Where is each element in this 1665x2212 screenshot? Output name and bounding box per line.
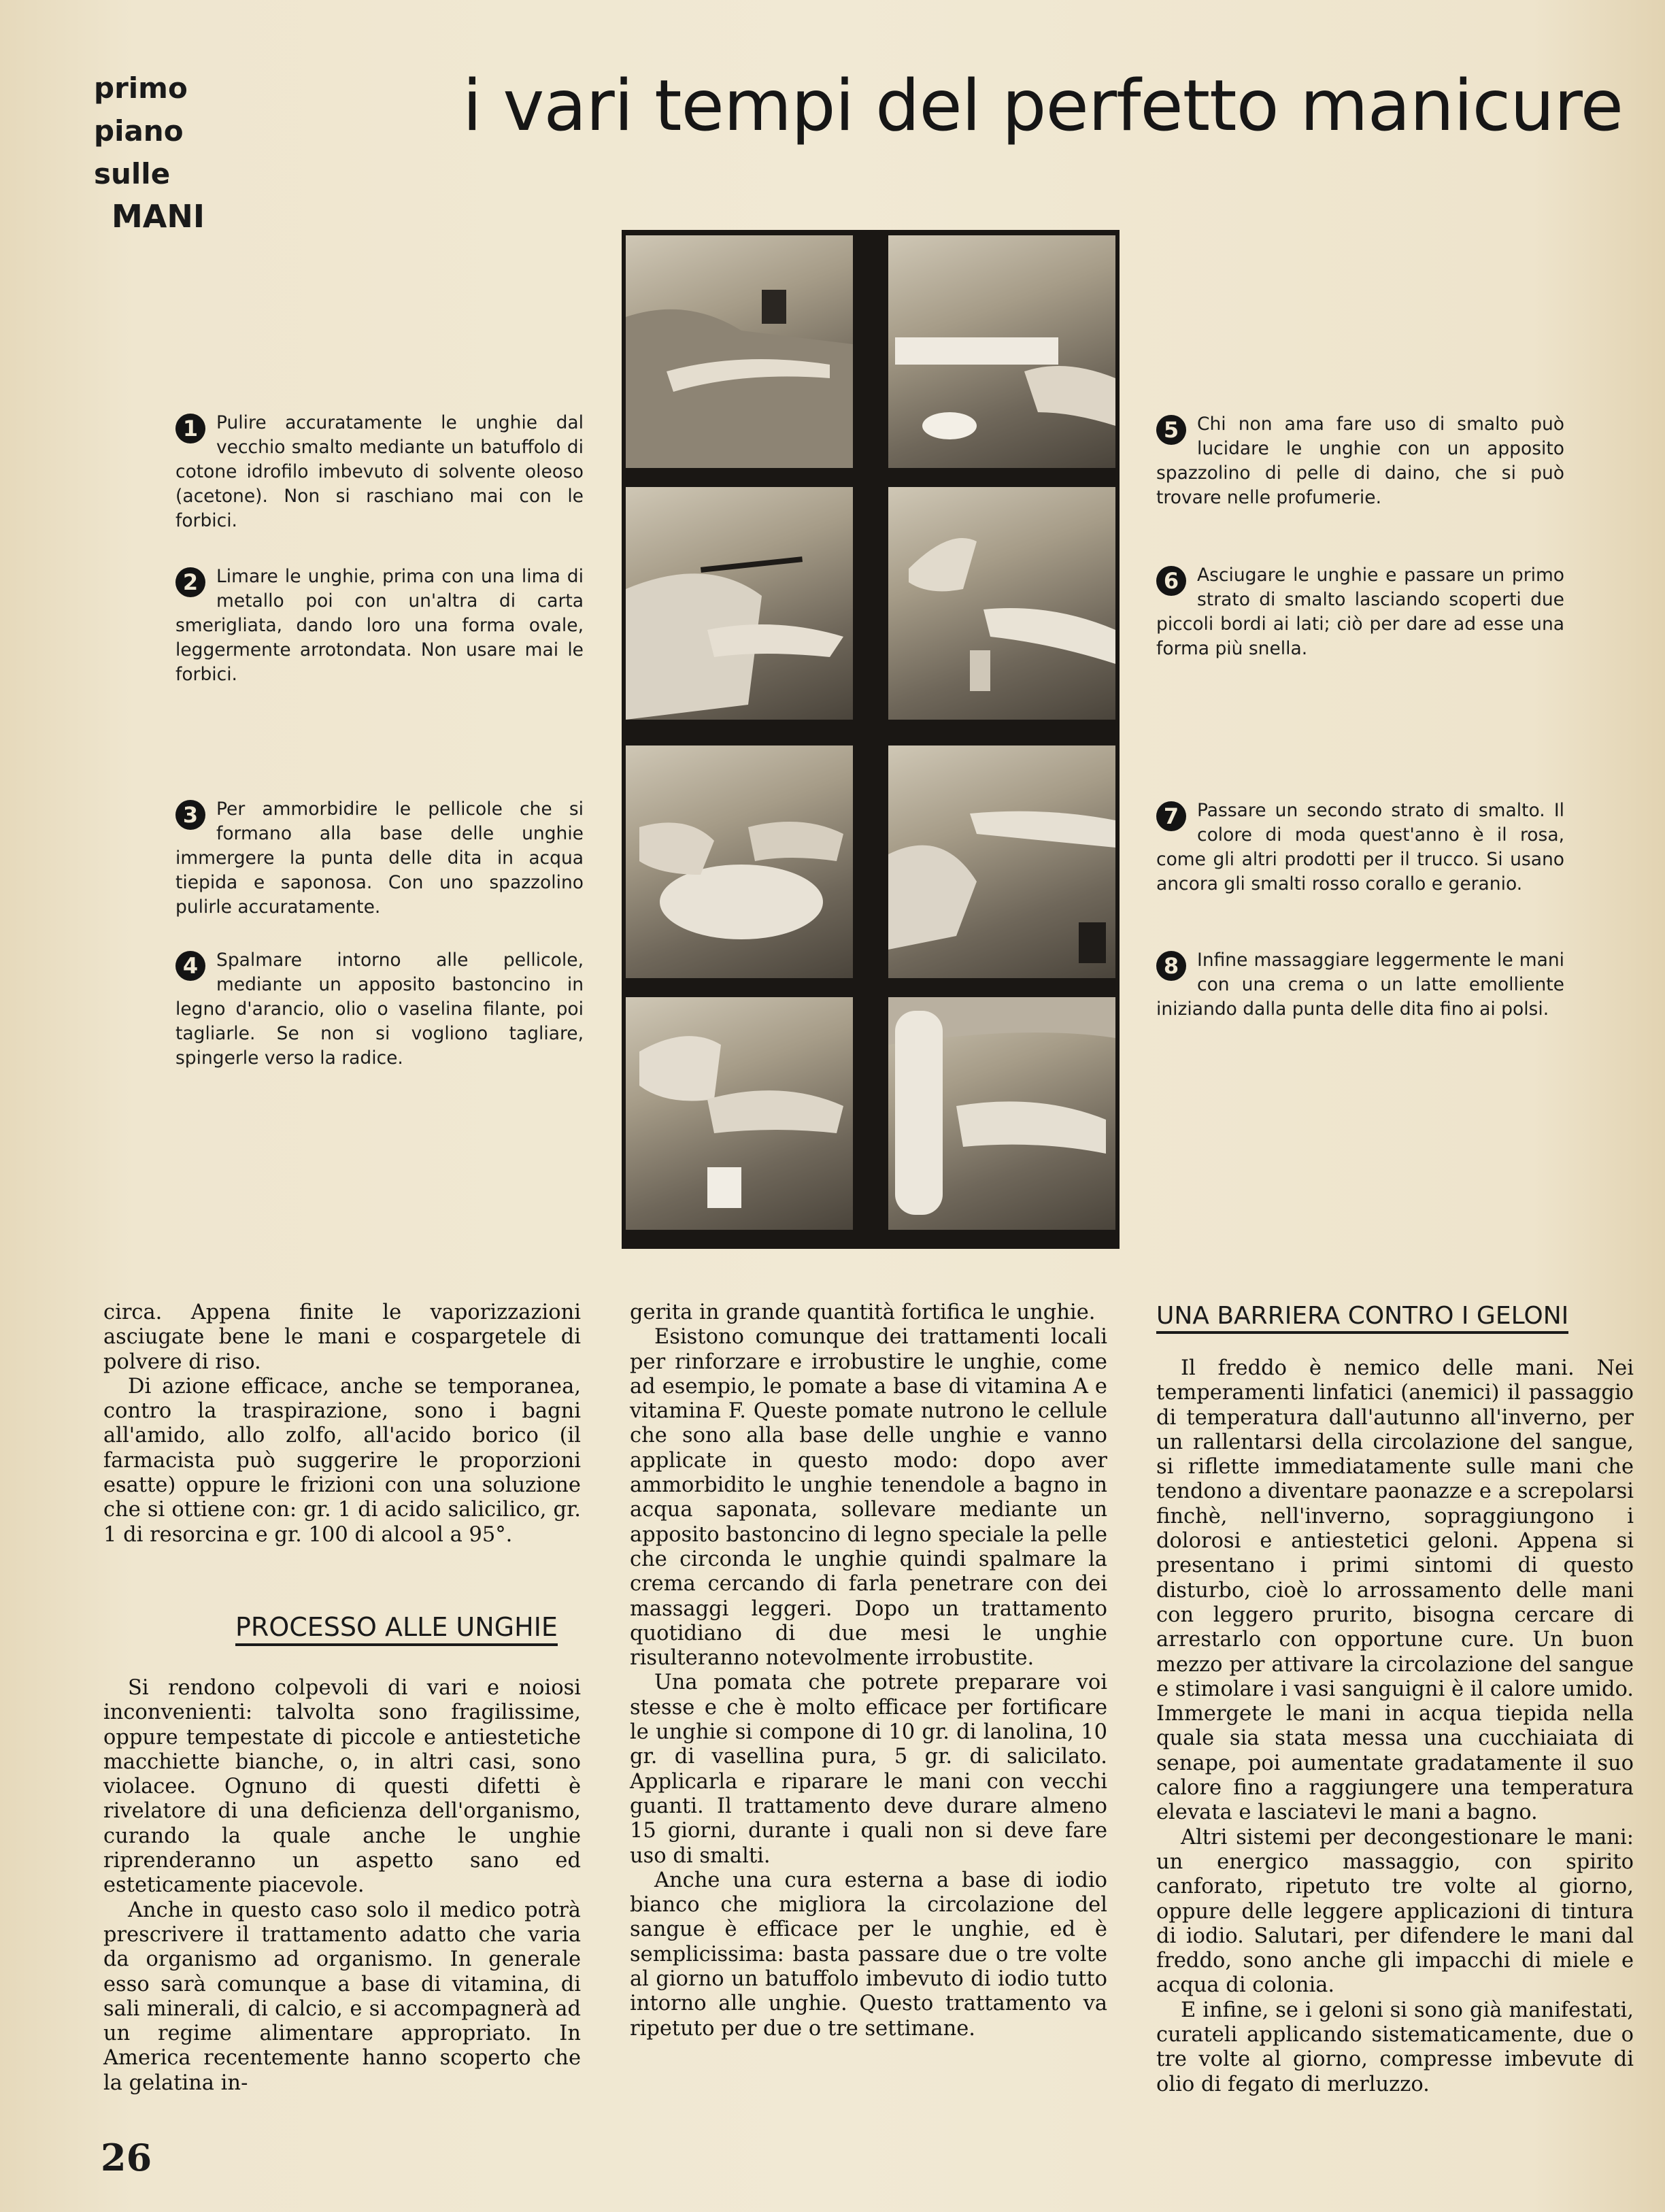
step-2 <box>175 565 584 687</box>
photo-step-2 <box>626 487 853 720</box>
step-4 <box>175 948 584 1071</box>
photo-step-1 <box>626 235 853 468</box>
photo-step-7 <box>888 745 1115 978</box>
photo-step-8 <box>888 997 1115 1230</box>
photo-step-3 <box>626 745 853 978</box>
section-kicker <box>94 67 205 238</box>
step-1 <box>175 411 584 533</box>
step-number-badge: 1 <box>175 414 205 443</box>
step-number-badge: 6 <box>1156 566 1186 596</box>
section-heading-geloni: UNA BARRIERA CONTRO I GELONI <box>1156 1302 1568 1334</box>
paragraph: circa. Appena finite le vaporizzazioni asciugate bene le mani e cospargetele di polvere di riso. <box>103 1301 581 1374</box>
step-number-badge: 3 <box>175 800 205 830</box>
photo-step-5 <box>888 235 1115 468</box>
paragraph: Il freddo è nemico delle mani. Nei temperamenti linfatici (anemici) il passaggio di temperatura dall'autunno all'inverno, per un rallentarsi della circolazione del sangue, si riflette immediatamente sulle mani che tendono a diventare paonazze e a screpolarsi finchè, nell'inverno, sopraggiungono i dolorosi e antiestetici geloni. Appena si presentano i primi sintomi di questo disturbo, cioè lo arrossamento delle mani con leggero prurito, bisogna cercare di arrestarlo con opportune cure. Un buon mezzo per attivare la circolazione del sangue e stimolare i vasi sanguigni è il calore umido. Immergete le mani in acqua tiepida nella quale sia stata messa una cucchiaiata di senape, poi aumentate gradatamente il suo calore fino a raggiungere una temperatura elevata e lasciatevi le mani a bagno. <box>1156 1356 1634 1825</box>
page-number: 26 <box>101 2136 152 2179</box>
step-text: Passare un secondo strato di smalto. Il colore di moda quest'anno è il rosa, come gli altri prodotti per il trucco. Si usano ancora gli smalti rosso corallo e geranio. <box>1156 800 1564 894</box>
paragraph: Si rendono colpevoli di vari e noiosi inconvenienti: talvolta sono fragilissime, oppure tempestate di piccole e antiestetiche macchiette bianche, o, in altri casi, sono violacee. Ognuno di questi difetti è rivelatore di una deficienza dell'organismo, curando la quale anche le unghie riprenderanno un aspetto sano ed esteticamente piacevole. <box>103 1676 581 1898</box>
step-5 <box>1156 412 1564 510</box>
paragraph: Altri sistemi per decongestionare le mani: un energico massaggio, con spirito canforato, ripetuto tre volte al giorno, oppure delle leggere applicazioni di tintura di iodio. Salutari, per difendere le mani dal freddo, sono anche gli impacchi di miele e acqua di colonia. <box>1156 1825 1634 1998</box>
step-text: Infine massaggiare leggermente le mani con una crema o un latte emolliente iniziando dalla punta delle dita fino ai polsi. <box>1156 950 1564 1020</box>
step-text: Pulire accuratamente le unghie dal vecchio smalto mediante un batuffolo di cotone idrofilo imbevuto di solvente oleoso (acetone). Non si raschiano mai con le forbici. <box>175 412 584 531</box>
step-3 <box>175 797 584 920</box>
paragraph: Esistono comunque dei trattamenti locali per rinforzare e irrobustire le unghie, come ad esempio, le pomate a base di vitamina A e vitamina F. Queste pomate nutrono le cellule che sono alla base delle unghie e vanno applicate in questo modo: dopo aver ammorbidito le unghie tenendole a bagno in acqua saponata, sollevare mediante un apposito bastoncino di legno speciale la pelle che circonda le unghie quindi spalmare la crema cercando di farla penetrare con dei massaggi leggeri. Dopo un trattamento quotidiano di due mesi le unghie risulteranno notevolmente irrobustite. <box>630 1325 1107 1671</box>
photo-step-6 <box>888 487 1115 720</box>
manicure-photo-grid <box>622 230 1120 1249</box>
article-column-1 <box>103 1301 581 1547</box>
step-text: Spalmare intorno alle pellicole, mediante un apposito bastoncino in legno d'arancio, olio o vaselina filante, poi tagliarle. Se non si vogliono tagliare, spingerle verso la radice. <box>175 950 584 1069</box>
step-number-badge: 7 <box>1156 801 1186 831</box>
paragraph: Anche in questo caso solo il medico potrà prescrivere il trattamento adatto che varia da organismo ad organismo. In generale esso sarà comunque a base di vitamina, di sali minerali, di calcio, e si accompagnerà ad un regime alimentare appropriato. In America recentemente hanno scoperto che la gelatina in- <box>103 1898 581 2095</box>
step-8 <box>1156 948 1564 1022</box>
page-title: i vari tempi del perfetto manicure <box>462 65 1624 147</box>
paragraph: Una pomata che potrete preparare voi stesse e che è molto efficace per fortificare le unghie si compone di 10 gr. di lanolina, 10 gr. di vasellina pura, 5 gr. di salicilato. Applicarla e riparare le mani con vecchi guanti. Il trattamento deve durare almeno 15 giorni, durante i quali non si deve fare uso di smalti. <box>630 1671 1107 1868</box>
paragraph: E infine, se i geloni si sono già manifestati, curateli applicando sistematicamente, due o tre volte al giorno, compresse imbevute di olio di fegato di merluzzo. <box>1156 1998 1634 2096</box>
step-number-badge: 8 <box>1156 951 1186 981</box>
section-heading-processo: PROCESSO ALLE UNGHIE <box>235 1612 558 1646</box>
step-text: Limare le unghie, prima con una lima di metallo poi con un'altra di carta smerigliata, dando loro una forma ovale, leggermente arrotondata. Non usare mai le forbici. <box>175 566 584 685</box>
step-text: Asciugare le unghie e passare un primo strato di smalto lasciando scoperti due piccoli bordi ai lati; ciò per dare ad esse una forma più snella. <box>1156 565 1564 659</box>
step-number-badge: 4 <box>175 951 205 981</box>
kicker-line: primo <box>94 71 188 105</box>
article-column-1-continued <box>103 1676 581 2096</box>
step-7 <box>1156 799 1564 896</box>
kicker-line: sulle <box>94 157 171 190</box>
step-text: Per ammorbidire le pellicole che si formano alla base delle unghie immergere la punta delle dita in acqua tiepida e saponosa. Con uno spazzolino pulirle accuratamente. <box>175 799 584 918</box>
step-number-badge: 5 <box>1156 415 1186 445</box>
photo-step-4 <box>626 997 853 1230</box>
paragraph: gerita in grande quantità fortifica le unghie. <box>630 1301 1096 1324</box>
paragraph: Di azione efficace, anche se temporanea, contro la traspirazione, sono i bagni all'amido, allo zolfo, all'acido borico (il farmacista può suggerire le proporzioni esatte) oppure le frizioni con una soluzione che si ottiene con: gr. 1 di acido salicilico, gr. 1 di resorcina e gr. 100 di alcool a 95°. <box>103 1374 581 1547</box>
step-text: Chi non ama fare uso di smalto può lucidare le unghie con un apposito spazzolino di pelle di daino, che si può trovare nelle profumerie. <box>1156 414 1564 508</box>
step-6 <box>1156 563 1564 661</box>
article-column-3 <box>1156 1356 1634 2097</box>
paragraph: Anche una cura esterna a base di iodio bianco che migliora la circolazione del sangue è efficace per le unghie, ed è semplicissima: basta passare due o tre volte al giorno un batuffolo imbevuto di iodio tutto intorno alle unghie. Questo trattamento va ripetuto per due o tre settimane. <box>630 1868 1107 2041</box>
article-column-2 <box>630 1301 1107 2041</box>
step-number-badge: 2 <box>175 567 205 597</box>
kicker-line: piano <box>94 114 184 148</box>
kicker-line: MANI <box>112 198 205 235</box>
